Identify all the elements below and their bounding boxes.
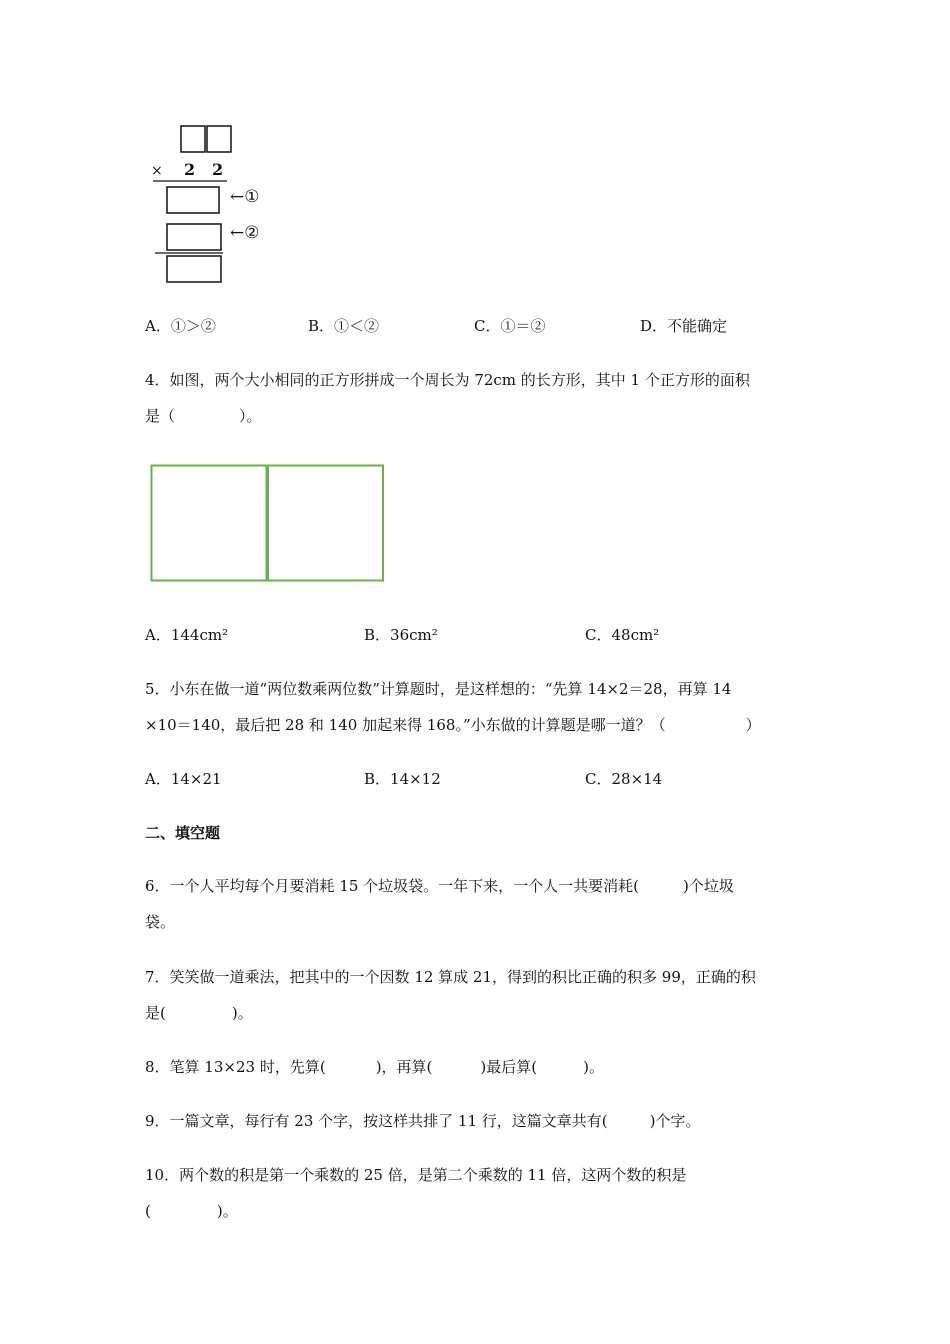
q9-suffix: )个字。 [649,1112,701,1130]
vertical-multiplication-diagram [145,118,285,288]
marker-1: ←① [230,187,260,207]
q3-option-d[interactable]: D．不能确定 [640,317,728,335]
q3-option-a[interactable]: A．①＞② [145,317,216,335]
two-squares-figure [150,464,386,584]
left-square [152,466,267,581]
q5-option-b[interactable]: B．14×12 [364,770,441,788]
q4-prefix: 是（ [145,407,176,425]
q10-line-2 [145,1200,238,1221]
q4-suffix: ）。 [239,407,262,425]
q7-line-2 [145,1002,253,1023]
q5-line-2 [145,714,761,735]
marker-2: ←② [230,223,260,243]
q5-line-1: 5．小东在做一道“两位数乘两位数”计算题时，是这样想的：“先算 14×2＝28，再算 14 [145,680,732,698]
multiplier-digit-tens: 2 [184,160,196,179]
q5-option-c[interactable]: C．28×14 [585,770,663,788]
q6-suffix: )个垃圾 [683,877,734,895]
partial-product-2-box [167,224,221,250]
q10-line-1: 10．两个数的积是第一个乘数的 25 倍，是第二个乘数的 11 倍，这两个数的积是 [145,1166,687,1184]
q6-line-2: 袋。 [145,913,176,931]
q4-line-1: 4．如图，两个大小相同的正方形拼成一个周长为 72cm 的长方形，其中 1 个正方形的面积 [145,371,750,389]
q4-line-2 [145,405,262,426]
multiplicand-box-tens [181,126,205,152]
q10-prefix: ( [145,1202,151,1220]
q8-part-3: )最后算( [480,1058,538,1076]
q6-prefix: 6．一个人平均每个月要消耗 15 个垃圾袋。一年下来，一个人一共要消耗( [145,877,640,895]
times-sign: × [151,163,163,179]
q6-line-1 [145,875,734,896]
q8-part-4: )。 [583,1058,604,1076]
multiplier-digit-ones: 2 [212,160,224,179]
q4-option-c[interactable]: C．48cm² [585,626,660,644]
q10-suffix: )。 [216,1202,238,1220]
multiplicand-box-ones [207,126,231,152]
q4-option-b[interactable]: B．36cm² [364,626,438,644]
q9-question [145,1110,701,1131]
q5-option-a[interactable]: A．14×21 [145,770,222,788]
q4-option-a[interactable]: A．144cm² [145,626,229,644]
q7-prefix: 是( [145,1004,166,1022]
right-square [268,466,383,581]
q9-prefix: 9．一篇文章，每行有 23 个字，按这样共排了 11 行，这篇文章共有( [145,1112,608,1130]
q8-part-2: )，再算( [375,1058,433,1076]
q3-option-b[interactable]: B．①＜② [308,317,380,335]
product-box [167,256,221,282]
section-title-fill-in: 二、填空题 [145,824,221,842]
partial-product-1-box [167,187,219,213]
q5-suffix: ） [745,716,761,734]
q8-part-1: 8．笔算 13×23 时，先算( [145,1058,326,1076]
q7-line-1: 7．笑笑做一道乘法，把其中的一个因数 12 算成 21，得到的积比正确的积多 99，正确的积 [145,968,756,986]
q8-question [145,1056,604,1077]
q7-suffix: )。 [231,1004,253,1022]
q5-prefix: ×10＝140，最后把 28 和 140 加起来得 168。”小东做的计算题是哪一道？（ [145,716,666,734]
q3-option-c[interactable]: C．①＝② [474,317,546,335]
